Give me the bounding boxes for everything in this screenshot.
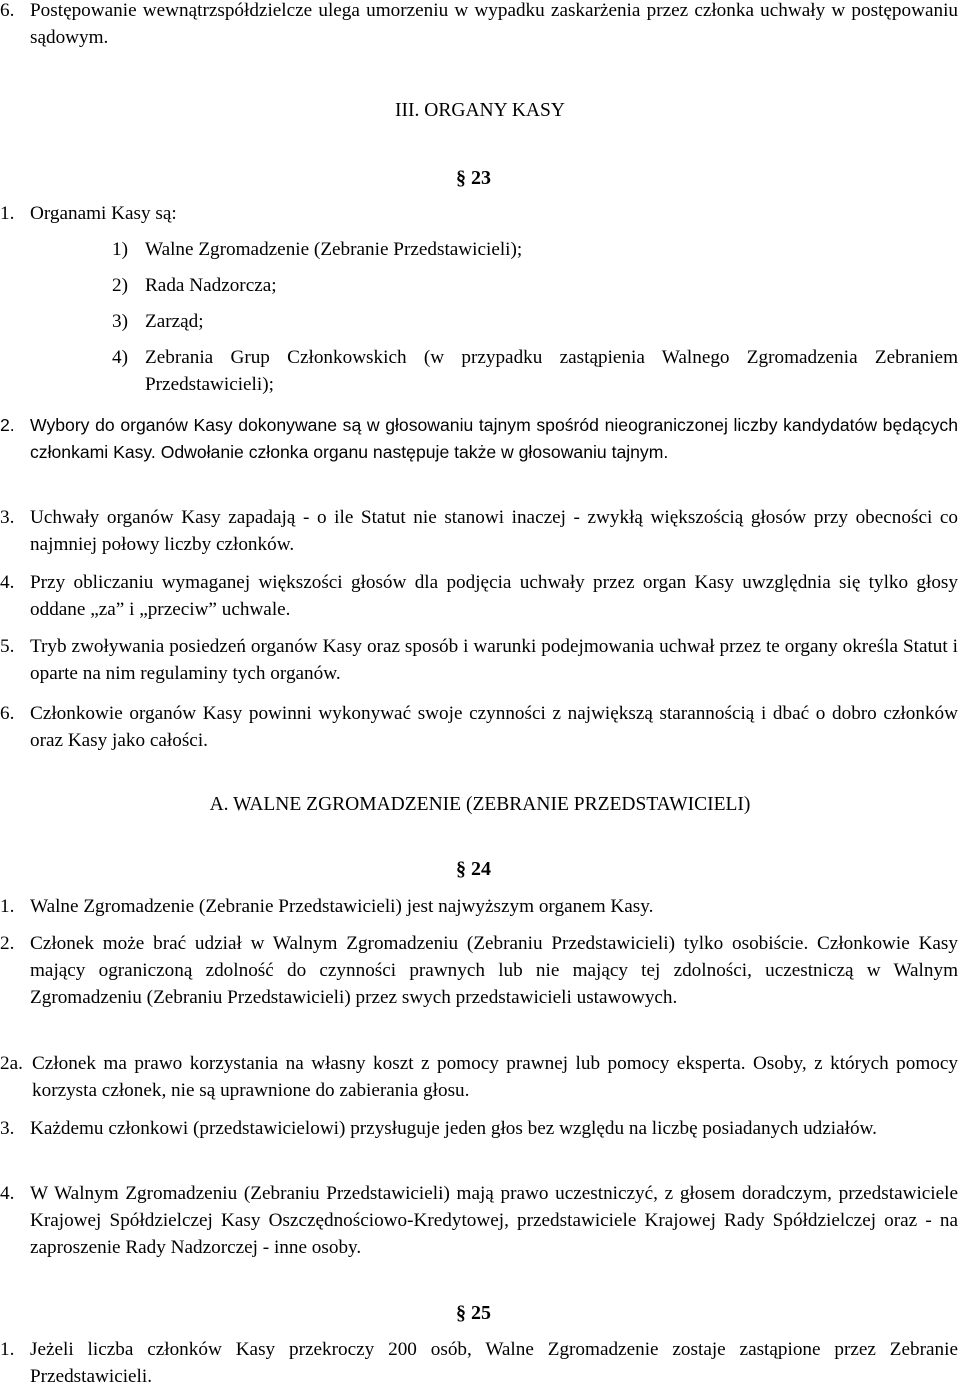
paragraph [0,930,960,1011]
paragraph [0,633,960,687]
paragraph-number: 2. [0,933,15,954]
paragraph [0,569,960,623]
list-item [112,308,960,335]
paragraph-text: Przy obliczaniu wymaganej większości głosów dla podjęcia uchwały przez organ Kasy uwzględnia się tylko głosy oddane „za” i „przeciw” uchwale. [30,572,958,620]
section-mark-23: § 23 [456,167,491,189]
paragraph-number: 5. [0,636,15,657]
section-23-paragraph-3 [0,504,960,558]
paragraph-text: Tryb zwoływania posiedzeń organów Kasy oraz sposób i warunki podejmowania uchwał przez te organy określa Statut i oparte na nim regulaminy tych organów. [30,636,958,684]
list-item-text: Zarząd; [145,311,204,332]
section-24-paragraph-3 [0,1115,960,1142]
paragraph [0,1115,960,1142]
section-24-paragraph-4 [0,1180,960,1261]
paragraph-text: Walne Zgromadzenie (Zebranie Przedstawicieli) jest najwyższym organem Kasy. [30,896,654,917]
paragraph-number: 4. [0,572,15,593]
paragraph [0,412,960,466]
section-23-paragraph-4 [0,569,960,623]
paragraph [0,504,960,558]
paragraph [0,200,960,227]
paragraph-number: 3. [0,507,15,528]
section-24-paragraph-2 [0,930,960,1011]
paragraph [0,1050,960,1104]
paragraph [0,1336,960,1390]
paragraph-text: Każdemu członkowi (przedstawicielowi) przysługuje jeden głos bez względu na liczbę posiadanych udziałów. [30,1118,877,1139]
paragraph-text: Wybory do organów Kasy dokonywane są w głosowaniu tajnym spośród nieograniczonej liczby kandydatów będących członkami Kasy. Odwołanie członka organu następuje także w głosowaniu tajnym. [30,415,958,462]
paragraph-number: 4. [0,1183,15,1204]
paragraph [0,0,960,51]
paragraph [0,893,960,920]
paragraph [0,700,960,754]
paragraph-text: Organami Kasy są: [30,203,177,224]
paragraph-number: 2a. [0,1053,23,1074]
list-item-number: 3) [112,311,128,332]
list-item-number: 1) [112,239,128,260]
list-item-text: Zebrania Grup Członkowskich (w przypadku zastąpienia Walnego Zgromadzenia Zebraniem Przedstawicieli); [145,347,958,395]
paragraph-number: 1. [0,203,15,224]
paragraph-text: Uchwały organów Kasy zapadają - o ile Statut nie stanowi inaczej - zwykłą większością głosów przy obecności co najmniej połowy liczby członków. [30,507,958,555]
section-23-paragraph-2 [0,412,960,466]
subchapter-title: A. WALNE ZGROMADZENIE (ZEBRANIE PRZEDSTAWICIELI) [209,794,751,815]
paragraph-text: Postępowanie wewnątrzspółdzielcze ulega umorzeniu w wypadku zaskarżenia przez członka uchwały w postępowaniu sądowym. [30,0,958,48]
section-24-paragraph-2a [0,1050,960,1104]
section-mark-25: § 25 [456,1302,491,1324]
list-item-text: Rada Nadzorcza; [145,275,277,296]
chapter-title: III. ORGANY KASY [395,100,565,121]
list-item [112,344,960,398]
paragraph-number: 2. [0,415,15,435]
paragraph-text: Członek może brać udział w Walnym Zgromadzeniu (Zebraniu Przedstawicieli) tylko osobiście. Członkowie Kasy mający ograniczoną zdolność do czynności prawnych lub nie mający tej zdolności, uczestniczą w Walnym Zgromadzeniu (Zebraniu Przedstawicieli) przez swych przedstawicieli ustawowych. [30,933,958,1008]
paragraph-text: Jeżeli liczba członków Kasy przekroczy 200 osób, Walne Zgromadzenie zostaje zastąpione przez Zebranie Przedstawicieli. [30,1339,958,1387]
paragraph-number: 3. [0,1118,15,1139]
paragraph-number: 1. [0,896,15,917]
section-25-paragraph-1 [0,1336,960,1390]
paragraph-number: 6. [0,703,15,724]
paragraph-text: Członkowie organów Kasy powinni wykonywać swoje czynności z największą starannością i dbać o dobro członków oraz Kasy jako całości. [30,703,958,751]
paragraph-number: 1. [0,1339,15,1360]
section-23-paragraph-6 [0,700,960,754]
list-item [112,236,960,263]
list-item [112,272,960,299]
section-24-paragraph-1 [0,893,960,920]
paragraph [0,1180,960,1261]
section-23-paragraph-1 [0,200,960,227]
list-item-number: 4) [112,347,128,368]
list-item-text: Walne Zgromadzenie (Zebranie Przedstawicieli); [145,239,523,260]
list-item-number: 2) [112,275,128,296]
intro-paragraph [0,0,960,51]
section-mark-24: § 24 [456,858,491,880]
paragraph-number: 6. [0,0,15,21]
paragraph-text: W Walnym Zgromadzeniu (Zebraniu Przedstawicieli) mają prawo uczestniczyć, z głosem doradczym, przedstawiciele Krajowej Spółdzielczej Kasy Oszczędnościowo-Kredytowej, przedstawiciele Krajowej Rady Spółdzielczej oraz - na zaproszenie Rady Nadzorczej - inne osoby. [30,1183,958,1258]
paragraph-text: Członek ma prawo korzystania na własny koszt z pomocy prawnej lub pomocy eksperta. Osoby, z których pomocy korzysta członek, nie są uprawnione do zabierania głosu. [32,1053,958,1101]
section-23-paragraph-5 [0,633,960,687]
